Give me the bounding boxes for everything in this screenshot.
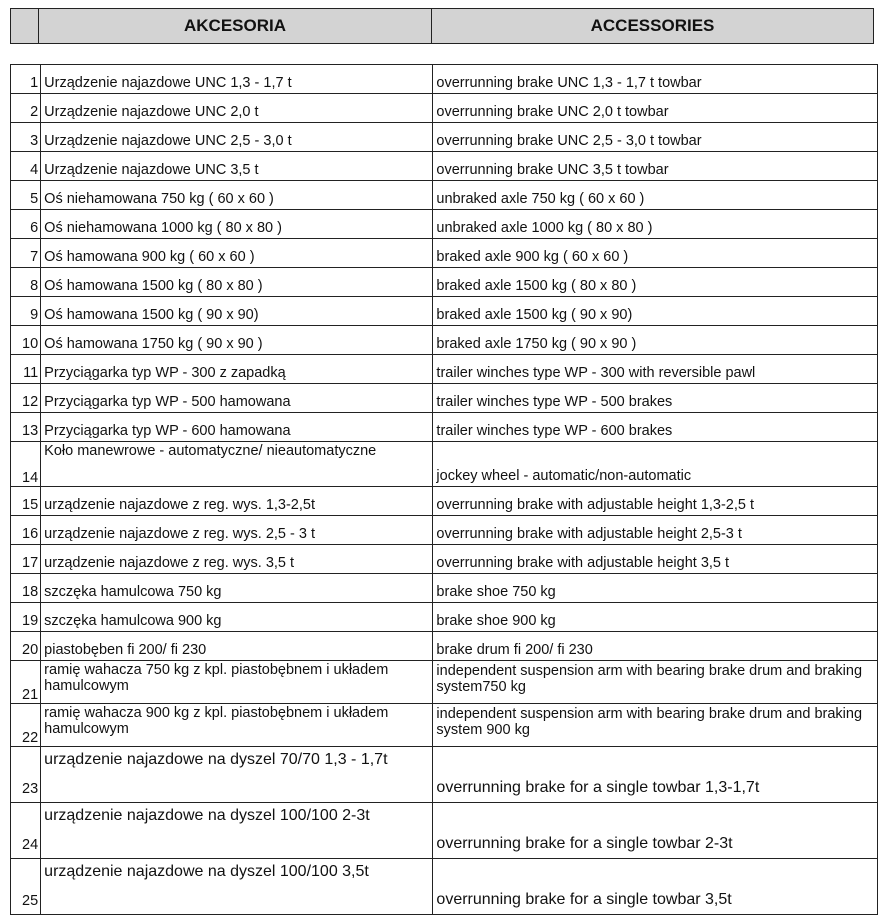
row-number: 17 (11, 545, 41, 574)
table-row (11, 297, 878, 326)
header-row (11, 9, 874, 44)
polish-name: urządzenie najazdowe na dyszel 70/70 1,3 - 1,7t (41, 747, 433, 803)
accessories-table (10, 64, 878, 915)
english-name: trailer winches type WP - 500 brakes (433, 384, 878, 413)
header-table (10, 8, 874, 44)
english-name: braked axle 1750 kg ( 90 x 90 ) (433, 326, 878, 355)
polish-name: Oś hamowana 1500 kg ( 90 x 90) (41, 297, 433, 326)
table-row (11, 210, 878, 239)
header-blank-cell (11, 9, 39, 44)
english-name: independent suspension arm with bearing brake drum and braking system750 kg (433, 661, 878, 704)
row-number: 11 (11, 355, 41, 384)
english-name: brake shoe 750 kg (433, 574, 878, 603)
english-name: overrunning brake for a single towbar 2-3t (433, 803, 878, 859)
polish-name: urządzenie najazdowe z reg. wys. 3,5 t (41, 545, 433, 574)
row-number: 8 (11, 268, 41, 297)
english-name: overrunning brake UNC 2,0 t towbar (433, 94, 878, 123)
row-number: 24 (11, 803, 41, 859)
row-number: 1 (11, 65, 41, 94)
english-name: overrunning brake for a single towbar 3,5t (433, 859, 878, 915)
table-row (11, 487, 878, 516)
table-row (11, 268, 878, 297)
table-row (11, 704, 878, 747)
row-number: 22 (11, 704, 41, 747)
polish-name: Oś hamowana 900 kg ( 60 x 60 ) (41, 239, 433, 268)
table-row (11, 65, 878, 94)
polish-name: Oś hamowana 1500 kg ( 80 x 80 ) (41, 268, 433, 297)
row-number: 3 (11, 123, 41, 152)
table-row (11, 123, 878, 152)
polish-name: Urządzenie najazdowe UNC 3,5 t (41, 152, 433, 181)
polish-name: Urządzenie najazdowe UNC 1,3 - 1,7 t (41, 65, 433, 94)
polish-name: ramię wahacza 900 kg z kpl. piastobębnem i układem hamulcowym (41, 704, 433, 747)
row-number: 18 (11, 574, 41, 603)
english-name: braked axle 1500 kg ( 90 x 90) (433, 297, 878, 326)
table-row (11, 516, 878, 545)
header-polish: AKCESORIA (39, 9, 432, 44)
table-row (11, 94, 878, 123)
polish-name: szczęka hamulcowa 900 kg (41, 603, 433, 632)
polish-name: szczęka hamulcowa 750 kg (41, 574, 433, 603)
polish-name: Koło manewrowe - automatyczne/ nieautomatyczne (41, 442, 433, 487)
row-number: 21 (11, 661, 41, 704)
polish-name: Oś hamowana 1750 kg ( 90 x 90 ) (41, 326, 433, 355)
accessories-table-body (11, 65, 878, 915)
table-row (11, 747, 878, 803)
row-number: 12 (11, 384, 41, 413)
row-number: 13 (11, 413, 41, 442)
polish-name: ramię wahacza 750 kg z kpl. piastobębnem i układem hamulcowym (41, 661, 433, 704)
polish-name: urządzenie najazdowe z reg. wys. 2,5 - 3 t (41, 516, 433, 545)
row-number: 25 (11, 859, 41, 915)
table-row (11, 239, 878, 268)
polish-name: urządzenie najazdowe na dyszel 100/100 2-3t (41, 803, 433, 859)
table-row (11, 632, 878, 661)
polish-name: Oś niehamowana 1000 kg ( 80 x 80 ) (41, 210, 433, 239)
english-name: independent suspension arm with bearing brake drum and braking system 900 kg (433, 704, 878, 747)
row-number: 4 (11, 152, 41, 181)
polish-name: urządzenie najazdowe na dyszel 100/100 3,5t (41, 859, 433, 915)
header-english: ACCESSORIES (432, 9, 874, 44)
english-name: unbraked axle 750 kg ( 60 x 60 ) (433, 181, 878, 210)
english-name: trailer winches type WP - 600 brakes (433, 413, 878, 442)
table-row (11, 859, 878, 915)
row-number: 9 (11, 297, 41, 326)
row-number: 7 (11, 239, 41, 268)
row-number: 19 (11, 603, 41, 632)
polish-name: Przyciągarka typ WP - 500 hamowana (41, 384, 433, 413)
table-row (11, 545, 878, 574)
polish-name: Urządzenie najazdowe UNC 2,0 t (41, 94, 433, 123)
row-number: 5 (11, 181, 41, 210)
table-row (11, 384, 878, 413)
table-row (11, 355, 878, 384)
table-row (11, 661, 878, 704)
english-name: brake shoe 900 kg (433, 603, 878, 632)
english-name: overrunning brake for a single towbar 1,3-1,7t (433, 747, 878, 803)
english-name: overrunning brake UNC 3,5 t towbar (433, 152, 878, 181)
english-name: brake drum fi 200/ fi 230 (433, 632, 878, 661)
row-number: 14 (11, 442, 41, 487)
english-name: unbraked axle 1000 kg ( 80 x 80 ) (433, 210, 878, 239)
row-number: 15 (11, 487, 41, 516)
row-number: 16 (11, 516, 41, 545)
table-row (11, 152, 878, 181)
polish-name: Przyciągarka typ WP - 300 z zapadką (41, 355, 433, 384)
polish-name: urządzenie najazdowe z reg. wys. 1,3-2,5t (41, 487, 433, 516)
english-name: overrunning brake UNC 1,3 - 1,7 t towbar (433, 65, 878, 94)
polish-name: Urządzenie najazdowe UNC 2,5 - 3,0 t (41, 123, 433, 152)
table-row (11, 442, 878, 487)
english-name: overrunning brake with adjustable height 1,3-2,5 t (433, 487, 878, 516)
english-name: overrunning brake with adjustable height 3,5 t (433, 545, 878, 574)
row-number: 23 (11, 747, 41, 803)
english-name: braked axle 1500 kg ( 80 x 80 ) (433, 268, 878, 297)
row-number: 20 (11, 632, 41, 661)
english-name: overrunning brake with adjustable height 2,5-3 t (433, 516, 878, 545)
row-number: 10 (11, 326, 41, 355)
polish-name: Oś niehamowana 750 kg ( 60 x 60 ) (41, 181, 433, 210)
row-number: 6 (11, 210, 41, 239)
english-name: jockey wheel - automatic/non-automatic (433, 442, 878, 487)
table-row (11, 603, 878, 632)
english-name: overrunning brake UNC 2,5 - 3,0 t towbar (433, 123, 878, 152)
english-name: braked axle 900 kg ( 60 x 60 ) (433, 239, 878, 268)
row-number: 2 (11, 94, 41, 123)
polish-name: piastobęben fi 200/ fi 230 (41, 632, 433, 661)
table-row (11, 181, 878, 210)
table-row (11, 413, 878, 442)
english-name: trailer winches type WP - 300 with reversible pawl (433, 355, 878, 384)
table-row (11, 574, 878, 603)
table-row (11, 326, 878, 355)
polish-name: Przyciągarka typ WP - 600 hamowana (41, 413, 433, 442)
table-row (11, 803, 878, 859)
